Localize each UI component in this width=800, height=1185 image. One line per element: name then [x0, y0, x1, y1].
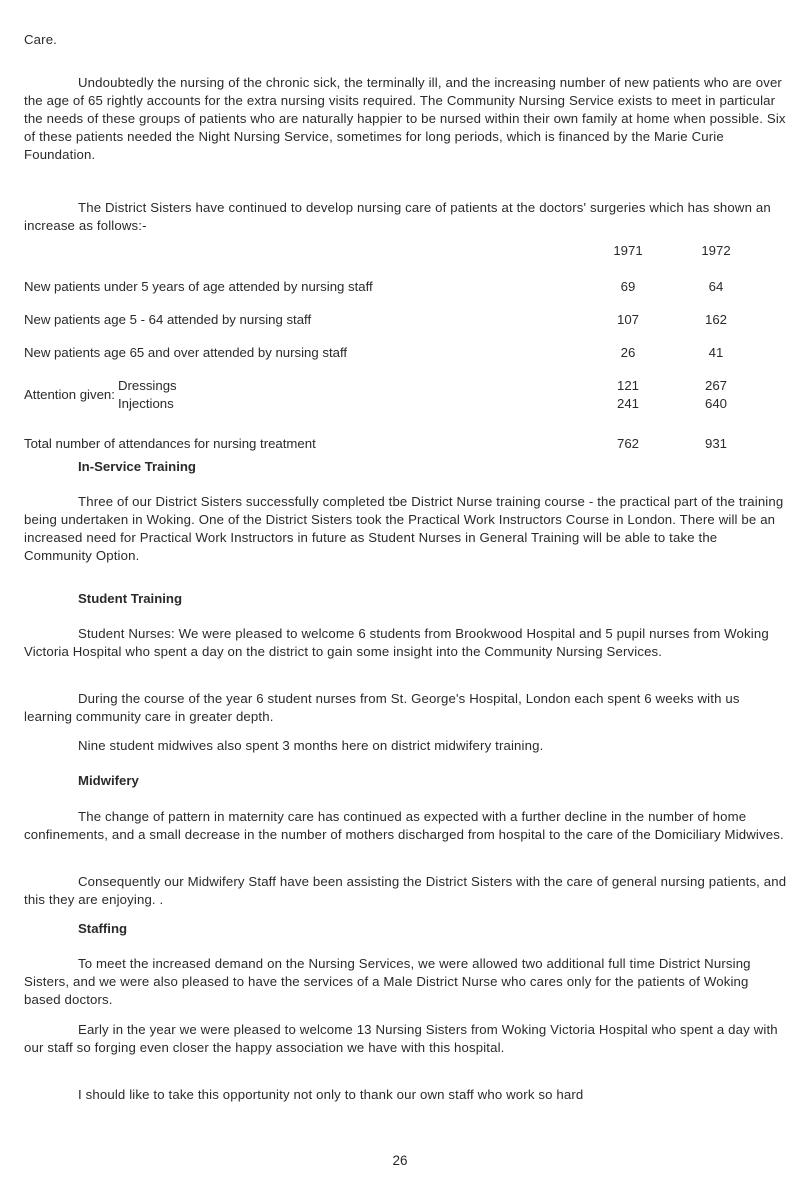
paragraph-inservice: Three of our District Sisters successfully completed tbe District Nurse training course - the practical part of the training being undertaken in Woking. One of the District Sisters took the Practical Work Instructors Course in London. There will be an increased need for Practical Work Instructors in future as Student Nurses in General Training will be able to take the Community Option.	[24, 494, 784, 563]
row-label: New patients age 5 - 64 attended by nursing staff	[24, 312, 312, 327]
total-row	[24, 435, 760, 453]
table-row	[24, 278, 760, 311]
injections-1971: 241	[616, 396, 639, 411]
section-heading-student-training: Student Training	[78, 591, 183, 606]
paragraph-student-2: During the course of the year 6 student nurses from St. George's Hospital, London each spent 6 weeks with us learning community care in greater depth.	[24, 691, 740, 724]
paragraph-care-2: The District Sisters have continued to develop nursing care of patients at the doctors' surgeries which has shown an increase as follows:-	[24, 200, 771, 233]
section-heading-care: Care.	[24, 32, 57, 47]
paragraph-care-1: Undoubtedly the nursing of the chronic sick, the terminally ill, and the increasing number of new patients who are over the age of 65 rightly accounts for the extra nursing visits required. The Community Nursing Service exists to meet in particular the needs of these groups of patients who are naturally happier to be nursed within their own family at home when possible. Six of these patients needed the Night Nursing Service, sometimes for long periods, which is financed by the Marie Curie Foundation.	[24, 75, 786, 162]
value-1971: 26	[620, 345, 636, 360]
dressings-1971: 121	[616, 378, 639, 393]
injections-label: Injections	[118, 396, 174, 411]
table-header-row	[24, 242, 760, 278]
row-label: New patients under 5 years of age attended by nursing staff	[24, 279, 373, 294]
paragraph-midwifery-2: Consequently our Midwifery Staff have been assisting the District Sisters with the care of general nursing patients, and this they are enjoying. .	[24, 874, 787, 907]
value-1972: 162	[704, 312, 727, 327]
paragraph-staffing-3: I should like to take this opportunity not only to thank our own staff who work so hard	[78, 1087, 584, 1102]
attention-row	[24, 377, 760, 435]
injections-1972: 640	[704, 396, 727, 411]
value-1972: 41	[708, 345, 724, 360]
table-row	[24, 344, 760, 377]
attention-label: Attention given:	[24, 387, 115, 402]
paragraph-student-1: Student Nurses: We were pleased to welcome 6 students from Brookwood Hospital and 5 pupil nurses from Woking Victoria Hospital who spent a day on the district to gain some insight into the Community Nursing Services.	[24, 626, 769, 659]
value-1971: 107	[616, 312, 639, 327]
year-1971-header: 1971	[613, 243, 643, 258]
total-1972: 931	[704, 436, 727, 451]
paragraph-staffing-2: Early in the year we were pleased to welcome 13 Nursing Sisters from Woking Victoria Hospital who spent a day with our staff so forging even closer the happy association we have with this hospital.	[24, 1022, 778, 1055]
page-number: 26	[392, 1153, 408, 1168]
section-heading-inservice: In-Service Training	[78, 459, 196, 474]
value-1972: 64	[708, 279, 724, 294]
section-heading-staffing: Staffing	[78, 921, 128, 936]
total-label: Total number of attendances for nursing treatment	[24, 436, 316, 451]
total-1971: 762	[616, 436, 639, 451]
dressings-1972: 267	[704, 378, 727, 393]
paragraph-staffing-1: To meet the increased demand on the Nursing Services, we were allowed two additional full time District Nursing Sisters, and we were also pleased to have the services of a Male District Nurse who cares only for the patients of Woking based doctors.	[24, 956, 751, 1007]
dressings-label: Dressings	[118, 378, 177, 393]
row-label: New patients age 65 and over attended by nursing staff	[24, 345, 348, 360]
attendance-table	[24, 242, 760, 453]
table-row	[24, 311, 760, 344]
paragraph-midwifery-1: The change of pattern in maternity care has continued as expected with a further decline in the number of home confinements, and a small decrease in the number of mothers discharged from hospital to the care of the Domiciliary Midwives.	[24, 809, 784, 842]
year-1972-header: 1972	[701, 243, 731, 258]
value-1971: 69	[620, 279, 636, 294]
section-heading-midwifery: Midwifery	[78, 773, 139, 788]
paragraph-student-3: Nine student midwives also spent 3 months here on district midwifery training.	[78, 738, 544, 753]
